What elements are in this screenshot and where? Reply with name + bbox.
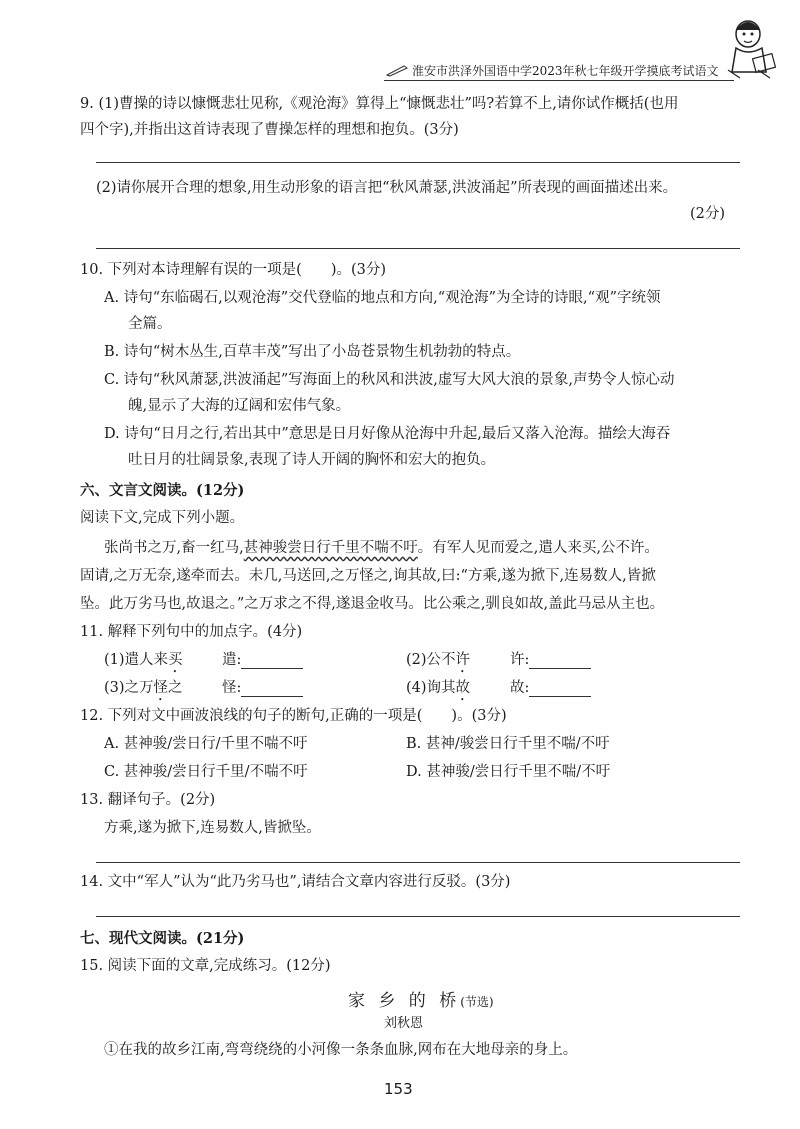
q10-option-c-line2: 魄,显示了大海的辽阔和宏伟气象。 (128, 398, 351, 414)
q10-option-c-line1: C. 诗句“秋风萧瑟,洪波涌起”写海面上的秋风和洪波,虚写大风大浪的景象,声势令人惊心动 (104, 372, 675, 388)
q11-item-2-text: (2)公不 (406, 652, 456, 668)
q11-item-2 (406, 652, 470, 676)
article-author: 刘秋恩 (384, 1016, 424, 1031)
q11-item-1-dotted-char: 买 (168, 652, 183, 668)
q14-stem: 14. 文中“军人”认为“此乃劣马也”,请结合文章内容进行反驳。(3分) (80, 874, 511, 890)
q11-item-4-answer (510, 680, 591, 697)
header-rule (384, 80, 734, 81)
q11-item-2-blank[interactable] (529, 654, 591, 669)
q11-item-3-dotted-char: 怪 (153, 680, 169, 696)
q10-stem: 10. 下列对本诗理解有误的一项是( )。(3分) (80, 262, 387, 278)
article-title-block (348, 986, 494, 1011)
article-title-note: (节选) (460, 995, 494, 1009)
q12-option-d: D. 甚神骏/尝日行千里不喘/不吁 (406, 764, 611, 780)
student-mascot-icon (718, 12, 780, 80)
q12-option-a: A. 甚神骏/尝日行/千里不喘不吁 (104, 736, 308, 752)
q9-part2-score: (2分) (690, 206, 726, 222)
passage-line-1-pre: 张尚书之万,畜一红马, (104, 540, 244, 556)
q13-stem: 13. 翻译句子。(2分) (80, 792, 216, 808)
wavy-underlined-sentence: 甚神骏尝日行千里不喘不吁 (243, 540, 418, 556)
header-pen-icon (386, 62, 408, 81)
q10-option-b: B. 诗句“树木丛生,百草丰茂”写出了小岛苍景物生机勃勃的特点。 (104, 344, 521, 360)
q11-item-1-blank[interactable] (241, 654, 303, 669)
section6-heading: 六、文言文阅读。(12分) (80, 482, 245, 499)
q11-item-4-dotted-char: 故 (455, 680, 471, 696)
q11-item-1-text: (1)遣人来 (104, 652, 169, 668)
page-number: 153 (384, 1080, 413, 1098)
q11-item-4-text: (4)询其 (406, 680, 456, 696)
q11-item-3-label: 怪: (222, 680, 242, 696)
q11-item-2-label: 许: (510, 652, 530, 668)
q12-option-c: C. 甚神骏/尝日行千里/不喘不吁 (104, 764, 308, 780)
q9-answer-line-1[interactable] (96, 162, 740, 163)
passage-line-1 (104, 540, 659, 557)
passage-line-1-post: 。有军人见而爱之,遣人来买,公不许。 (417, 540, 659, 556)
q11-item-4-label: 故: (510, 680, 530, 696)
q11-item-1 (104, 652, 183, 676)
q9-line2: 四个字),并指出这首诗表现了曹操怎样的理想和抱负。(3分) (80, 122, 459, 138)
q14-answer-line[interactable] (96, 916, 740, 917)
passage-line-3: 坠。此万劣马也,故退之。”之万求之不得,遂退金收马。比公乘之,驯良如故,盖此马忌从主也。 (80, 596, 665, 612)
q15-stem: 15. 阅读下面的文章,完成练习。(12分) (80, 958, 331, 974)
q11-item-3 (104, 680, 183, 704)
q11-item-4 (406, 680, 470, 704)
article-title: 家 乡 的 桥 (348, 991, 461, 1011)
q13-sentence: 方乘,遂为掀下,连易数人,皆掀坠。 (104, 820, 321, 836)
q11-item-2-answer (510, 652, 591, 669)
q11-item-1-answer (222, 652, 303, 669)
article-paragraph-1: ①在我的故乡江南,弯弯绕绕的小河像一条条血脉,网布在大地母亲的身上。 (104, 1042, 578, 1058)
pen-icon (386, 63, 408, 77)
section7-heading: 七、现代文阅读。(21分) (80, 930, 245, 947)
q11-item-4-blank[interactable] (529, 682, 591, 697)
header-title: 淮安市洪泽外国语中学2023年秋七年级开学摸底考试语文 (412, 64, 719, 78)
passage-line-2: 固请,之万无奈,遂牵而去。未几,马送回,之万怪之,询其故,曰:“方乘,遂为掀下,连易数人,皆掀 (80, 568, 656, 584)
q10-option-d-line1: D. 诗句“日月之行,若出其中”意思是日月好像从沧海中升起,最后又落入沧海。描绘大海吞 (104, 426, 671, 442)
q9-answer-line-2[interactable] (96, 248, 740, 249)
q11-item-3-post: 之 (168, 680, 183, 696)
q11-item-1-label: 遣: (222, 652, 242, 668)
q11-item-3-text: (3)之万 (104, 680, 154, 696)
q13-answer-line[interactable] (96, 862, 740, 863)
q11-item-3-blank[interactable] (241, 682, 303, 697)
q9-part2: (2)请你展开合理的想象,用生动形象的语言把“秋风萧瑟,洪波涌起”所表现的画面描述出来。 (96, 180, 678, 196)
q12-option-b: B. 甚神/骏尝日行千里不喘/不吁 (406, 736, 610, 752)
q10-option-a-line2: 全篇。 (128, 316, 172, 332)
q9-line1: 9. (1)曹操的诗以慷慨悲壮见称,《观沧海》算得上“慷慨悲壮”吗?若算不上,请你试作概括(也用 (80, 96, 679, 112)
q11-item-2-dotted-char: 许 (455, 652, 471, 668)
q10-option-d-line2: 吐日月的壮阔景象,表现了诗人开阔的胸怀和宏大的抱负。 (128, 452, 496, 468)
q10-option-a-line1: A. 诗句“东临碣石,以观沧海”交代登临的地点和方向,“观沧海”为全诗的诗眼,“观”字统领 (104, 290, 661, 306)
q11-stem: 11. 解释下列句中的加点字。(4分) (80, 624, 303, 640)
section6-instruction: 阅读下文,完成下列小题。 (80, 510, 245, 526)
q12-stem: 12. 下列对文中画波浪线的句子的断句,正确的一项是( )。(3分) (80, 708, 507, 724)
q11-item-3-answer (222, 680, 303, 697)
